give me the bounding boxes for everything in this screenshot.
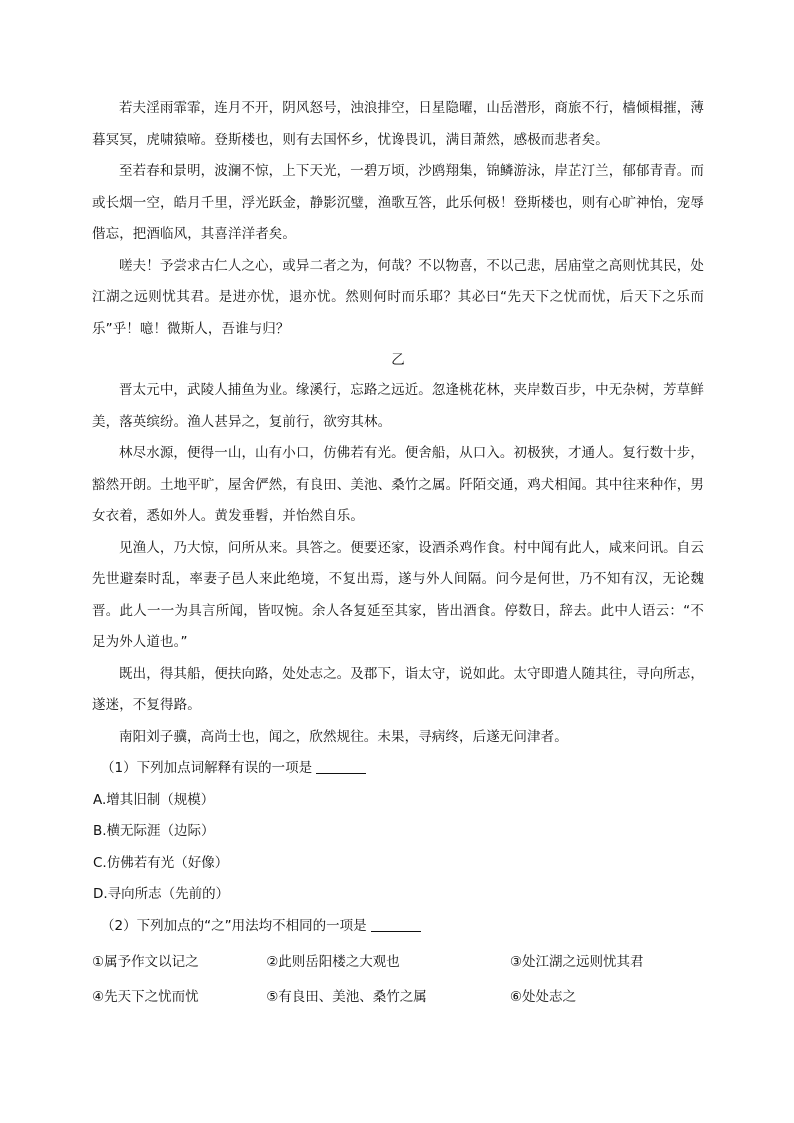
question-1-text: （1）下列加点词解释有误的一项是 [101, 760, 313, 776]
question-2-choices [92, 945, 704, 1015]
paragraph-jia-5: 至若春和景明，波澜不惊，上下天光，一碧万顷，沙鸥翔集，锦鳞游泳，岸芷汀兰，郁郁青青。而或长烟一空，皓月千里，浮光跃金，静影沉璧，渔歌互答，此乐何极！登斯楼也，则有心旷神怡，宠辱偕忘，把酒临风，其喜洋洋者矣。 [92, 163, 704, 242]
paragraph-yi-4: 既出，得其船，便扶向路，处处志之。及郡下，诣太守，说如此。太守即遣人随其往，寻向所志，遂迷，不复得路。 [92, 665, 704, 713]
answer-blank-2 [371, 917, 421, 932]
passage-yi-title: 乙 [391, 352, 405, 368]
document-content [92, 93, 704, 1015]
paragraph-yi-3: 见渔人，乃大惊，问所从来。具答之。便要还家，设酒杀鸡作食。村中闻有此人，咸来问讯。自云先世避秦时乱，率妻子邑人来此绝境，不复出焉，遂与外人间隔。问今是何世，乃不知有汉，无论魏晋。此人一一为具言所闻，皆叹惋。余人各复延至其家，皆出酒食。停数日，辞去。此中人语云：“不足为外人道也。” [92, 539, 704, 650]
question-1-option-b: B.横无际涯（边际） [93, 823, 215, 839]
question-2-text: （2）下列加点的“之”用法均不相同的一项是 [101, 917, 367, 934]
choice-2: ②此则岳阳楼之大观也 [266, 954, 400, 970]
choice-row-1 [92, 945, 704, 980]
question-1-option-c: C.仿佛若有光（好像） [93, 854, 229, 871]
answer-blank-1 [316, 759, 366, 774]
question-1-option-a: A.增其旧制（规模） [93, 791, 215, 808]
paragraph-jia-6: 嗟夫！予尝求古仁人之心，或异二者之为，何哉？不以物喜，不以己悲，居庙堂之高则忧其民，处江湖之远则忧其君。是进亦忧，退亦忧。然则何时而乐耶？其必曰“先天下之忧而忧，后天下之乐而乐”乎！噫！微斯人，吾谁与归？ [92, 257, 704, 337]
question-1-stem [92, 753, 704, 785]
paragraph-yi-1: 晋太元中，武陵人捕鱼为业。缘溪行，忘路之远近。忽逢桃花林，夹岸数百步，中无杂树，芳草鲜美，落英缤纷。渔人甚异之，复前行，欲穷其林。 [92, 382, 704, 430]
choice-3: ③处江湖之远则忧其君 [509, 954, 644, 970]
choice-6: ⑥处处志之 [509, 989, 576, 1005]
choice-5: ⑤有良田、美池、桑竹之属 [266, 989, 427, 1005]
paragraph-yi-5: 南阳刘子骥，高尚士也，闻之，欣然规往。未果，寻病终，后遂无问津者。 [119, 728, 568, 745]
choice-row-2 [92, 980, 704, 1015]
question-2-stem [92, 911, 704, 943]
choice-1: ①属予作文以记之 [92, 954, 199, 970]
paragraph-yi-2: 林尽水源，便得一山，山有小口，仿佛若有光。便舍船，从口入。初极狭，才通人。复行数十步，豁然开朗。土地平旷，屋舍俨然，有良田、美池、桑竹之属。阡陌交通，鸡犬相闻。其中往来种作，男女衣着，悉如外人。黄发垂髫，并怡然自乐。 [92, 445, 704, 524]
paragraph-jia-4: 若夫淫雨霏霏，连月不开，阴风怒号，浊浪排空，日星隐曜，山岳潜形，商旅不行，樯倾楫摧，薄暮冥冥，虎啸猿啼。登斯楼也，则有去国怀乡，忧谗畏讥，满目萧然，感极而悲者矣。 [92, 100, 704, 148]
choice-4: ④先天下之忧而忧 [92, 989, 199, 1005]
question-1-option-d: D.寻向所志（先前的） [93, 886, 230, 902]
